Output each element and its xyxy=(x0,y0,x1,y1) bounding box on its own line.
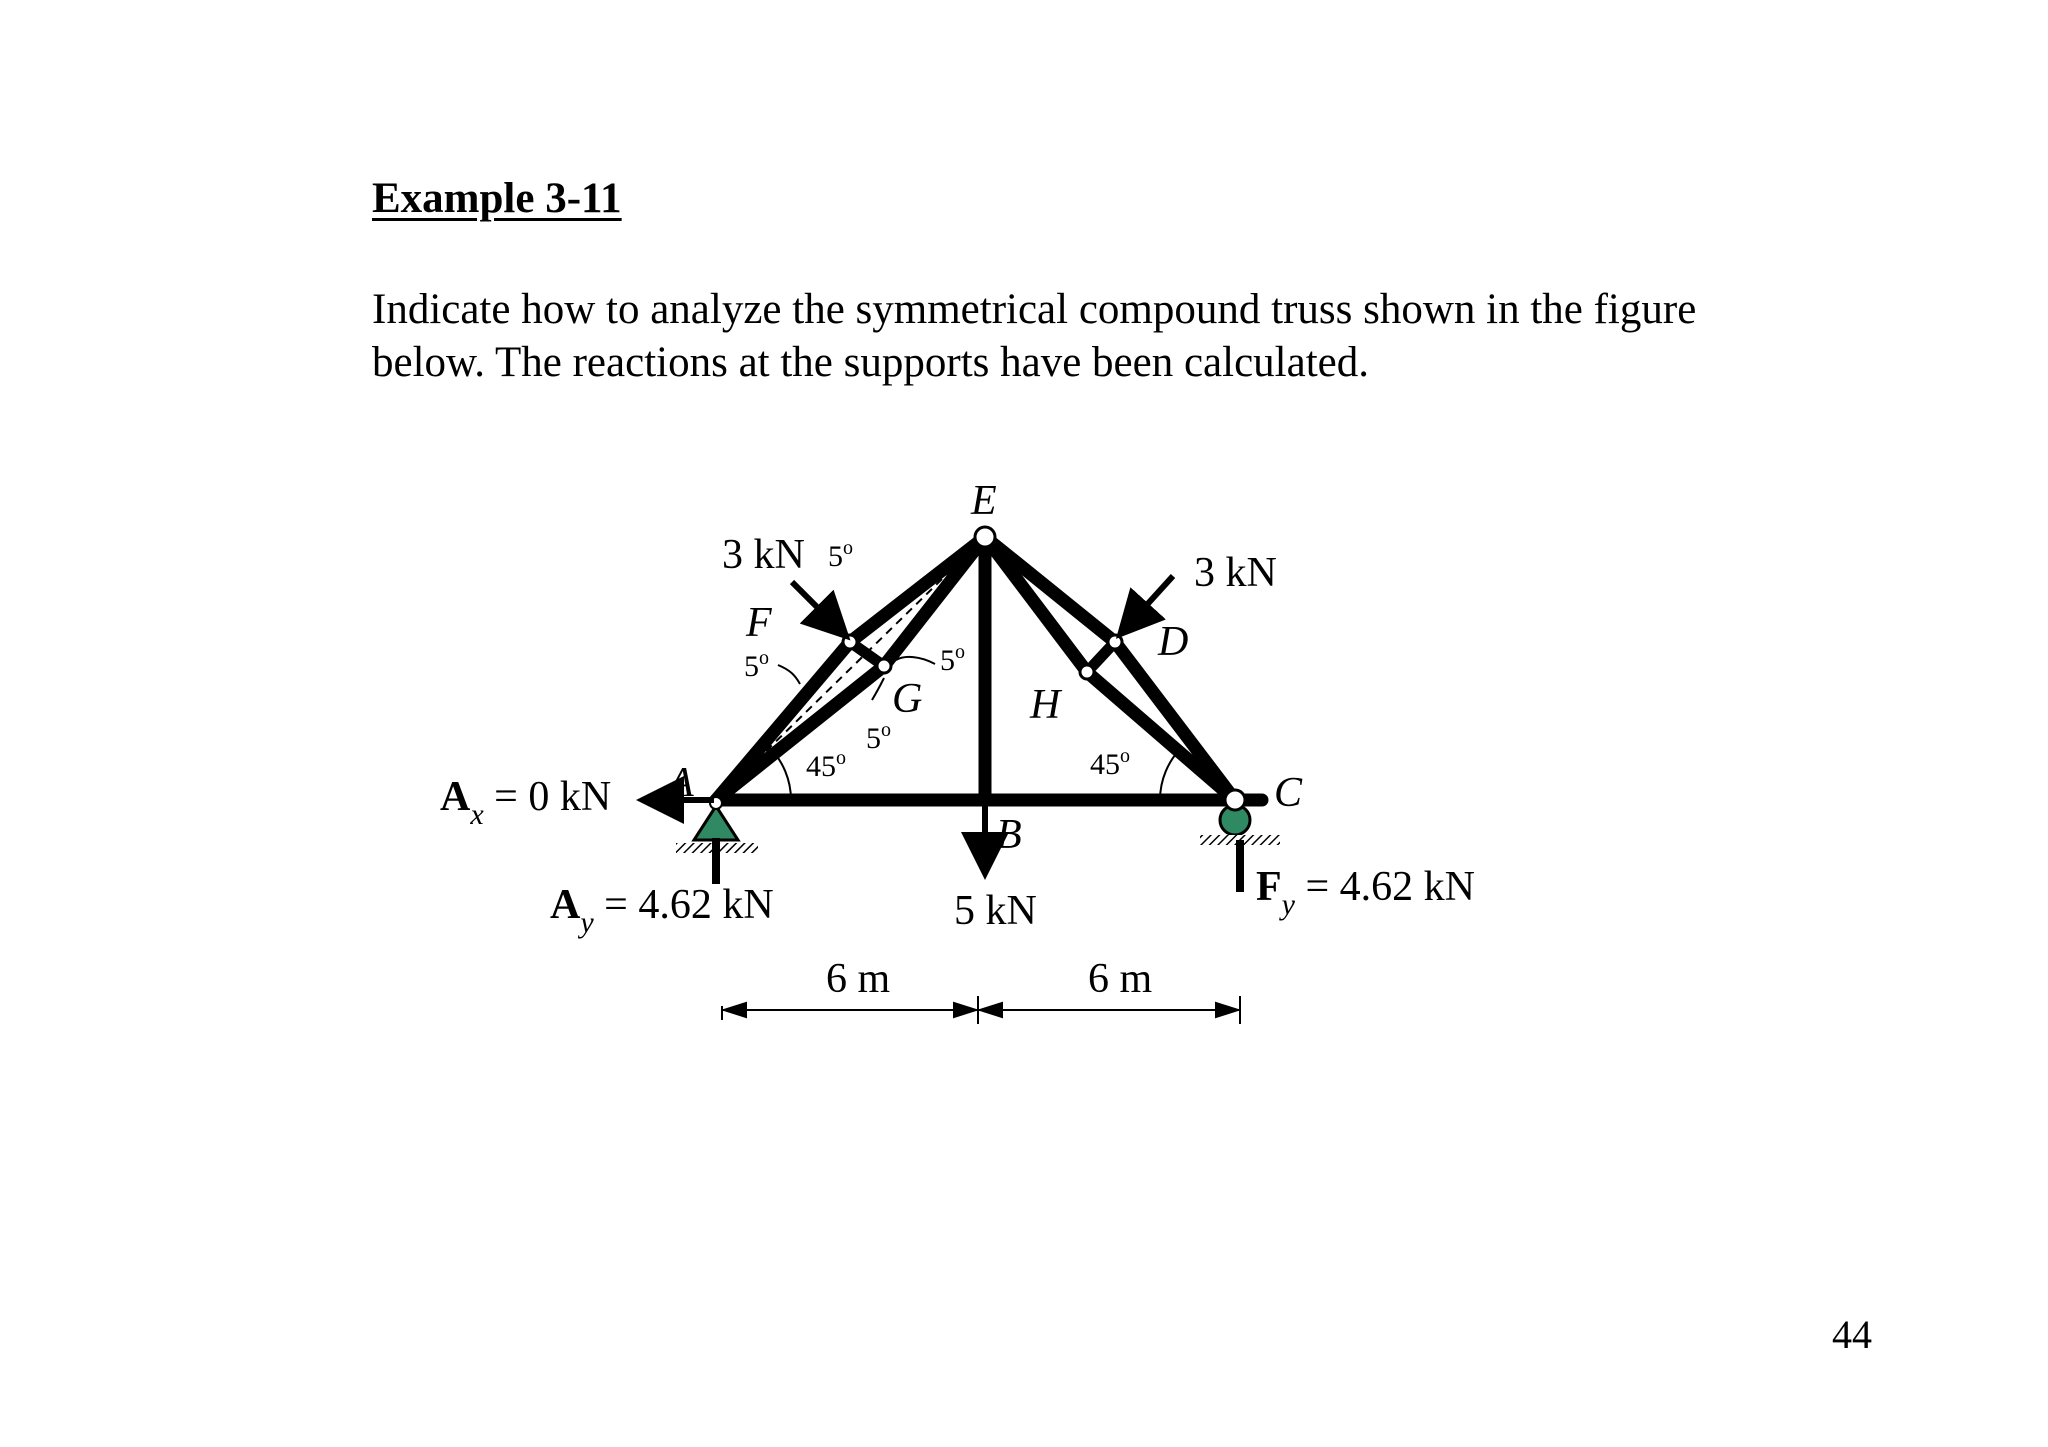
pin-d xyxy=(1108,635,1122,649)
label-f: F xyxy=(746,600,772,646)
angle-45-right: 45$^o$ xyxy=(1090,745,1130,781)
pin-h xyxy=(1080,665,1094,679)
reaction-ay: $A_y = 4.62$ kN xyxy=(550,882,774,939)
member-ag xyxy=(716,666,884,800)
reaction-fy: $F_y = 4.62$ kN xyxy=(1256,864,1476,921)
dimension-labels xyxy=(826,956,1153,1002)
problem-line-2: below. The reactions at the supports have been calculated. xyxy=(372,339,1369,386)
load-center-label: 5 kN xyxy=(954,888,1037,934)
pin-e xyxy=(975,527,995,547)
dimension-lines xyxy=(722,996,1240,1024)
reaction-ax: $A_x = 0$ kN xyxy=(440,774,612,831)
pin-g xyxy=(877,659,891,673)
pin-f xyxy=(843,635,857,649)
label-a: A xyxy=(668,760,694,806)
label-d: D xyxy=(1158,619,1189,665)
example-heading: Example 3-11 xyxy=(372,175,622,222)
angle-5-e: 5$^o$ xyxy=(940,641,965,677)
label-c: C xyxy=(1274,770,1303,816)
label-e: E xyxy=(971,478,997,524)
label-h: H xyxy=(1030,682,1061,728)
angle-5-f: 5$^o$ xyxy=(744,647,769,683)
dim-right-label: 6 m xyxy=(1088,956,1153,1002)
angle-5-g: 5$^o$ xyxy=(866,719,891,755)
label-g: G xyxy=(892,676,923,722)
load-left-label: 3 kN xyxy=(722,532,805,578)
label-b: B xyxy=(996,812,1022,858)
angle-45-left: 45$^o$ xyxy=(806,747,846,783)
problem-line-1: Indicate how to analyze the symmetrical compound truss shown in the figure xyxy=(372,286,1697,333)
dim-left-label: 6 m xyxy=(826,956,891,1002)
angle-5-top: 5$^o$ xyxy=(828,537,853,573)
page-number: 44 xyxy=(1832,1312,1872,1357)
load-right-label: 3 kN xyxy=(1194,550,1277,596)
